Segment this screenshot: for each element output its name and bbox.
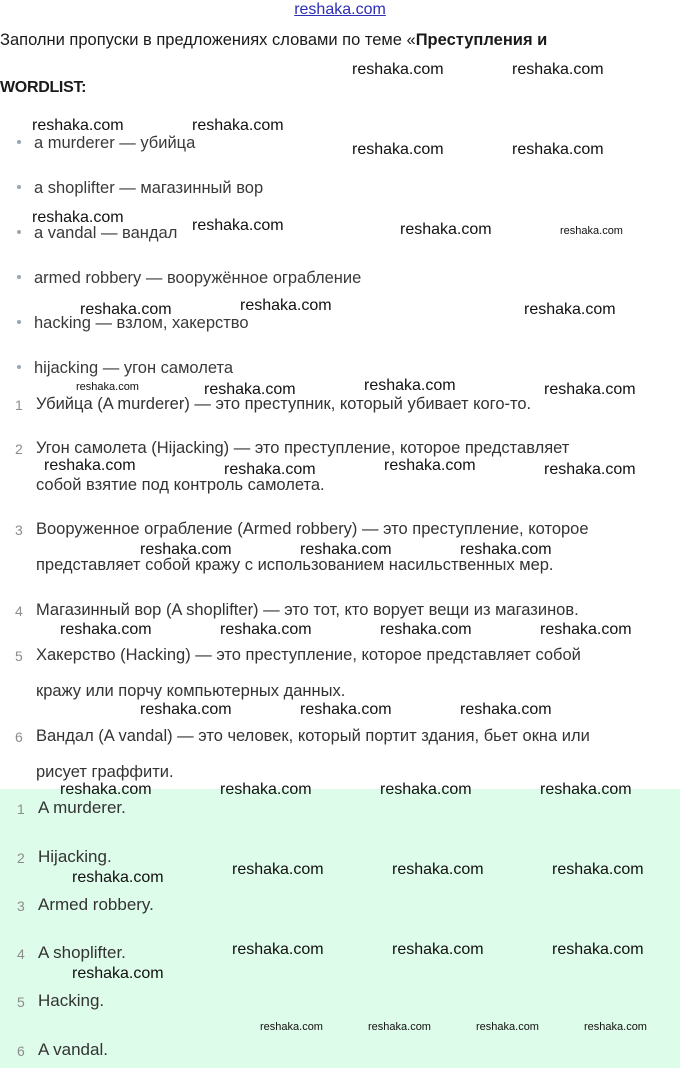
question-number: 3 — [15, 522, 23, 538]
answer-text: Armed robbery. — [38, 895, 154, 914]
bullet-icon — [17, 140, 21, 144]
answer-number: 1 — [17, 801, 25, 817]
question-line: Вооруженное ограбление (Armed robbery) — это преступление, которое — [36, 520, 589, 538]
watermark: reshaka.com — [224, 461, 316, 478]
watermark: reshaka.com — [364, 377, 456, 394]
bullet-icon — [17, 185, 21, 189]
answer-number: 4 — [17, 946, 25, 962]
site-link[interactable]: reshaka.com — [294, 1, 386, 18]
watermark: reshaka.com — [544, 381, 636, 398]
answer-text: Hijacking. — [38, 847, 112, 866]
wordlist-item: armed robbery — вооружённое ограбление — [17, 269, 361, 288]
watermark: reshaka.com — [460, 541, 552, 558]
question-line: представляет собой кражу с использованием насильственных мер. — [36, 556, 554, 574]
wordlist-item: a vandal — вандал — [17, 224, 177, 243]
question-number: 6 — [15, 729, 23, 745]
watermark: reshaka.com — [220, 621, 312, 638]
answer-text: Hacking. — [38, 991, 105, 1010]
question-line: кражу или порчу компьютерных данных. — [36, 682, 346, 700]
watermark: reshaka.com — [220, 781, 312, 798]
bullet-icon — [17, 275, 21, 279]
watermark: reshaka.com — [140, 701, 232, 718]
watermark: reshaka.com — [476, 1021, 539, 1033]
question-line: Вандал (A vandal) — это человек, который портит здания, бьет окна или — [36, 727, 590, 745]
watermark: reshaka.com — [380, 621, 472, 638]
watermark: reshaka.com — [352, 61, 444, 78]
watermark: reshaka.com — [192, 117, 284, 134]
watermark: reshaka.com — [80, 301, 172, 318]
answer-number: 6 — [17, 1043, 25, 1059]
watermark: reshaka.com — [392, 941, 484, 958]
watermark: reshaka.com — [540, 781, 632, 798]
watermark: reshaka.com — [512, 141, 604, 158]
wordlist-item: hijacking — угон самолета — [17, 359, 233, 378]
watermark: reshaka.com — [544, 461, 636, 478]
intro-topic: Преступления и — [415, 31, 548, 49]
question-number: 2 — [15, 441, 23, 457]
question-line: рисует граффити. — [36, 763, 174, 781]
watermark: reshaka.com — [392, 861, 484, 878]
answer-text: A murderer. — [38, 798, 126, 817]
watermark: reshaka.com — [76, 381, 139, 393]
watermark: reshaka.com — [204, 381, 296, 398]
watermark: reshaka.com — [72, 869, 164, 886]
watermark: reshaka.com — [44, 457, 136, 474]
watermark: reshaka.com — [552, 861, 644, 878]
watermark: reshaka.com — [584, 1021, 647, 1033]
watermark: reshaka.com — [300, 701, 392, 718]
question-number: 4 — [15, 603, 23, 619]
watermark: reshaka.com — [32, 117, 124, 134]
wordlist-item: a shoplifter — магазинный вор — [17, 179, 263, 198]
watermark: reshaka.com — [260, 1021, 323, 1033]
answer-number: 5 — [17, 994, 25, 1010]
watermark: reshaka.com — [540, 621, 632, 638]
question-line: Угон самолета (Hijacking) — это преступление, которое представляет — [36, 439, 570, 457]
watermark: reshaka.com — [512, 61, 604, 78]
watermark: reshaka.com — [300, 541, 392, 558]
watermark: reshaka.com — [60, 781, 152, 798]
bullet-icon — [17, 365, 21, 369]
answer-number: 3 — [17, 898, 25, 914]
watermark: reshaka.com — [140, 541, 232, 558]
watermark: reshaka.com — [368, 1021, 431, 1033]
bullet-icon — [17, 320, 21, 324]
answer-text: A vandal. — [38, 1040, 108, 1059]
bullet-icon — [17, 230, 21, 234]
watermark: reshaka.com — [352, 141, 444, 158]
watermark: reshaka.com — [552, 941, 644, 958]
watermark: reshaka.com — [60, 621, 152, 638]
question-line: собой взятие под контроль самолета. — [36, 476, 325, 494]
answer-number: 2 — [17, 850, 25, 866]
question-line: Хакерство (Hacking) — это преступление, которое представляет собой — [36, 646, 581, 664]
answers-panel — [0, 789, 680, 1068]
watermark: reshaka.com — [400, 221, 492, 238]
watermark: reshaka.com — [232, 861, 324, 878]
watermark: reshaka.com — [460, 701, 552, 718]
watermark: reshaka.com — [32, 209, 124, 226]
wordlist-title: WORDLIST: — [0, 79, 87, 96]
watermark: reshaka.com — [524, 301, 616, 318]
question-number: 1 — [15, 397, 23, 413]
watermark: reshaka.com — [560, 225, 623, 237]
answer-text: A shoplifter. — [38, 943, 126, 962]
watermark: reshaka.com — [232, 941, 324, 958]
question-number: 5 — [15, 648, 23, 664]
watermark: reshaka.com — [72, 965, 164, 982]
wordlist-item: hacking — взлом, хакерство — [17, 314, 249, 333]
watermark: reshaka.com — [192, 217, 284, 234]
question-line: Магазинный вор (A shoplifter) — это тот, кто ворует вещи из магазинов. — [36, 601, 579, 619]
question-line: Убийца (A murderer) — это преступник, который убивает кого-то. — [36, 395, 532, 413]
wordlist-item: a murderer — убийца — [17, 134, 195, 153]
watermark: reshaka.com — [384, 457, 476, 474]
watermark: reshaka.com — [380, 781, 472, 798]
intro-text: Заполни пропуски в предложениях словами по теме «Преступления и — [0, 31, 548, 49]
watermark: reshaka.com — [240, 297, 332, 314]
